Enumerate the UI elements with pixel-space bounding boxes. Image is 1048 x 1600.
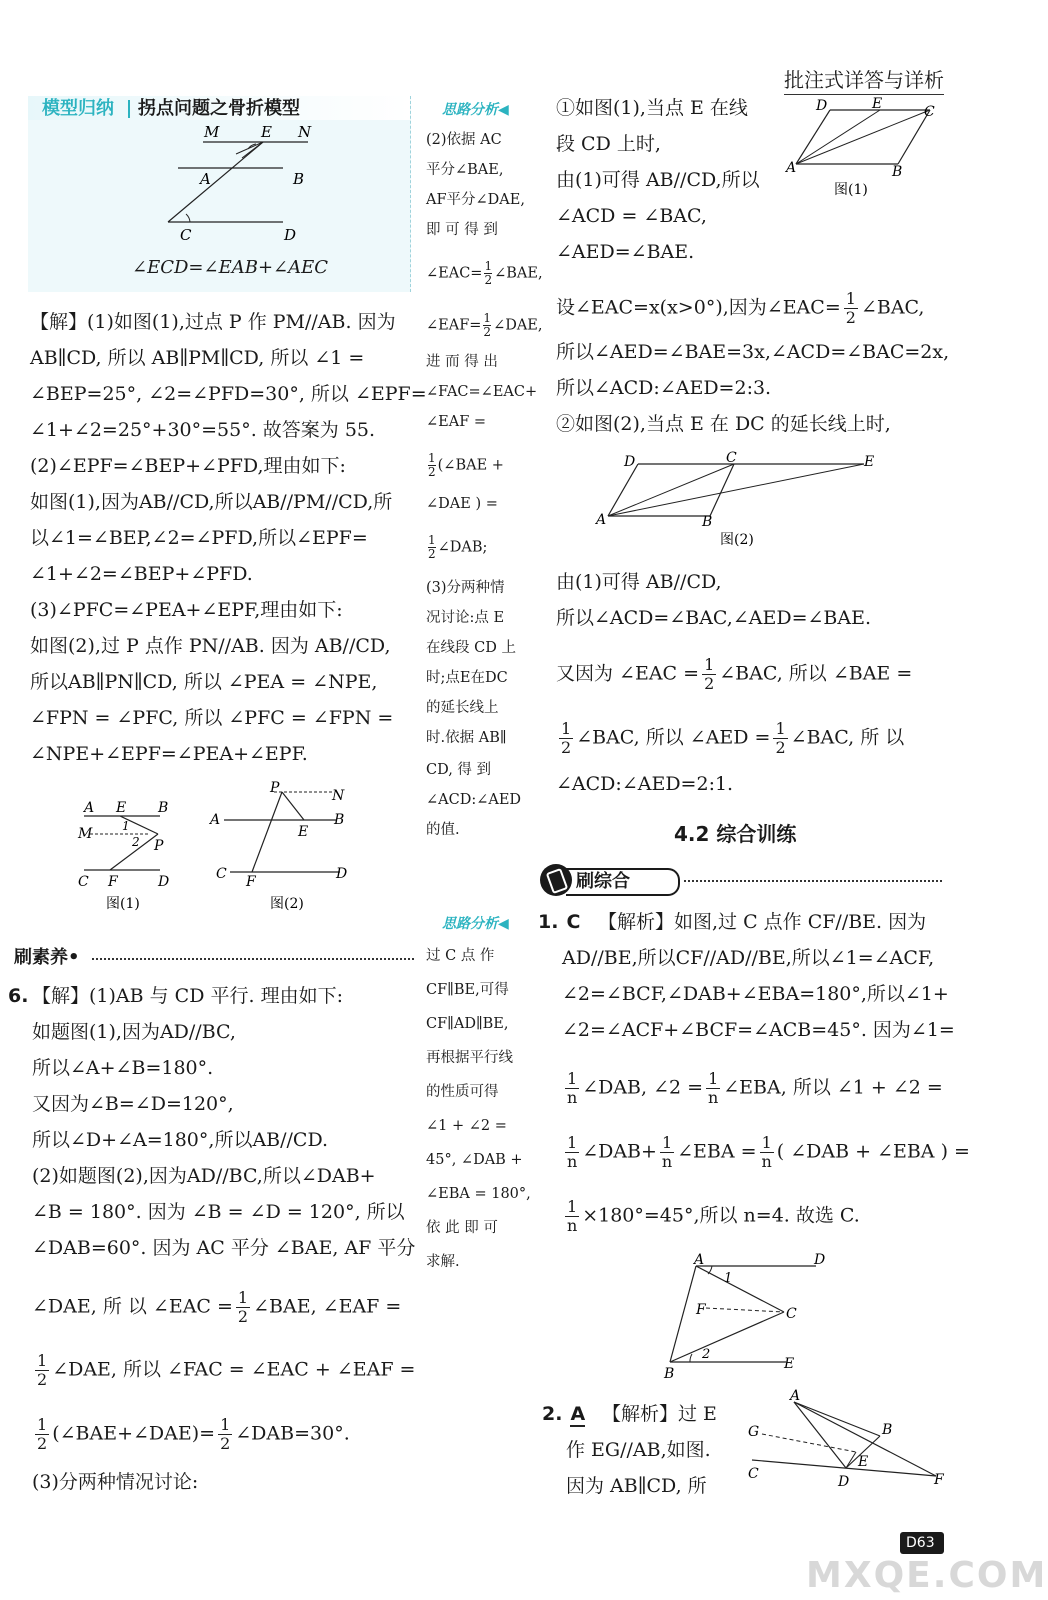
fig-label: D	[284, 226, 297, 244]
svg-text:B: B	[158, 800, 169, 816]
svg-text:P: P	[270, 780, 280, 796]
q1-figure	[656, 1246, 826, 1384]
svg-text:E: E	[784, 1356, 795, 1372]
svg-text:A: A	[790, 1388, 801, 1404]
model-formula: ∠ECD=∠EAB+∠AEC	[132, 257, 329, 278]
svg-text:A: A	[694, 1252, 705, 1268]
right-figure-1	[782, 96, 942, 204]
model-box	[28, 96, 411, 292]
svg-text:B: B	[664, 1366, 675, 1382]
banner	[540, 862, 680, 898]
svg-text:C: C	[216, 866, 227, 882]
solution-line: 如图(2),过 P 点作 PN//AB. 因为 AB//CD,	[30, 635, 391, 657]
page-number-badge	[900, 1532, 944, 1554]
svg-text:D: D	[814, 1252, 826, 1268]
svg-text:C: C	[924, 104, 935, 120]
q1-answer: C	[566, 911, 581, 933]
fig-label: C	[180, 226, 192, 244]
svg-text:B: B	[882, 1422, 893, 1438]
svg-text:F: F	[246, 874, 256, 890]
hint-label-2: 思路分析◀	[442, 916, 509, 932]
solution-line: 如图(1),因为AB//CD,所以AB//PM//CD,所	[30, 491, 393, 513]
q2-figure	[740, 1390, 950, 1500]
fig-label: N	[298, 123, 312, 141]
solution-line: ∠1+∠2=25°+30°=55°. 故答案为 55.	[30, 419, 376, 441]
svg-text:G: G	[748, 1424, 760, 1440]
solution-line: ∠1+∠2=∠BEP+∠PFD.	[30, 563, 253, 585]
fig-label: B	[293, 170, 305, 188]
svg-text:C: C	[786, 1306, 797, 1322]
svg-text:P: P	[154, 838, 164, 854]
banner-dotted-rule	[684, 880, 942, 882]
svg-text:N: N	[332, 788, 345, 804]
svg-text:D: D	[158, 874, 170, 890]
solution-line: 所以AB∥PN∥CD, 所以 ∠PEA = ∠NPE,	[30, 671, 378, 693]
q1-number: 1.	[538, 911, 559, 933]
svg-text:B: B	[892, 164, 903, 180]
model-title: 拐点问题之骨折模型	[138, 98, 300, 119]
solution-line: (2)∠EPF=∠BEP+∠PFD,理由如下:	[30, 455, 346, 477]
solution-line: ∠FPN = ∠PFC, 所以 ∠PFC = ∠FPN =	[30, 707, 394, 729]
svg-text:D: D	[336, 866, 348, 882]
svg-text:C: C	[78, 874, 89, 890]
svg-text:1: 1	[122, 819, 130, 833]
svg-text:M: M	[78, 826, 93, 842]
svg-text:E: E	[872, 96, 883, 112]
question-number: 6.	[8, 985, 29, 1007]
q2-number: 2.	[542, 1403, 563, 1425]
svg-text:图(2): 图(2)	[270, 896, 304, 912]
svg-text:A: A	[210, 812, 221, 828]
solution-line: (3)∠PFC=∠PEA+∠EPF,理由如下:	[30, 599, 343, 621]
left-figure-1	[70, 778, 190, 916]
svg-text:B: B	[334, 812, 345, 828]
page-number: D63	[906, 1535, 935, 1551]
fig-label: A	[200, 170, 211, 188]
header-rule	[784, 94, 944, 95]
svg-text:2: 2	[132, 835, 140, 849]
svg-text:图(1): 图(1)	[834, 182, 868, 198]
fig-label: M	[204, 123, 220, 141]
svg-text:A: A	[84, 800, 95, 816]
fig-label: E	[261, 123, 272, 141]
svg-text:E: E	[864, 454, 875, 470]
svg-text:E: E	[858, 1454, 869, 1470]
svg-text:D: D	[624, 454, 636, 470]
model-tag: 模型归纳	[42, 98, 114, 119]
svg-text:F: F	[696, 1302, 706, 1318]
svg-text:B: B	[702, 514, 713, 530]
svg-text:图(2): 图(2)	[720, 532, 754, 548]
header-title: 批注式详答与详析	[784, 68, 944, 92]
svg-text:C: C	[726, 450, 737, 466]
suyang-dotted-rule	[92, 958, 414, 960]
solution-line: 以∠1=∠BEP,∠2=∠PFD,所以∠EPF=	[30, 527, 368, 549]
svg-text:2: 2	[702, 1347, 711, 1362]
solution-line: 【解】(1)如图(1),过点 P 作 PM//AB. 因为	[30, 311, 396, 333]
hint-label: 思路分析◀	[442, 102, 509, 118]
svg-text:E: E	[116, 800, 127, 816]
svg-text:图(1): 图(1)	[106, 896, 140, 912]
svg-text:A: A	[786, 160, 797, 176]
svg-text:D: D	[838, 1474, 850, 1490]
right-figure-2	[590, 448, 890, 552]
section-title: 4.2 综合训练	[674, 822, 797, 846]
q2-answer: A	[570, 1403, 586, 1425]
bone-model-diagram	[148, 122, 328, 242]
solution-line: AB∥CD, 所以 AB∥PM∥CD, 所以 ∠1 =	[30, 347, 365, 369]
svg-text:D: D	[816, 98, 828, 114]
banner-label: 刷综合	[576, 871, 630, 892]
suyang-title: 刷素养•	[14, 947, 80, 968]
svg-text:E: E	[298, 824, 309, 840]
svg-text:C: C	[748, 1466, 759, 1482]
solution-line: ∠NPE+∠EPF=∠PEA+∠EPF.	[30, 743, 308, 765]
svg-text:1: 1	[724, 1271, 733, 1286]
svg-text:F: F	[108, 874, 118, 890]
left-figure-2	[204, 778, 364, 916]
svg-text:F: F	[934, 1472, 944, 1488]
svg-text:A: A	[596, 512, 607, 528]
watermark: MXQE.COM	[806, 1555, 1048, 1596]
solution-line: ∠BEP=25°, ∠2=∠PFD=30°, 所以 ∠EPF=	[30, 383, 427, 405]
